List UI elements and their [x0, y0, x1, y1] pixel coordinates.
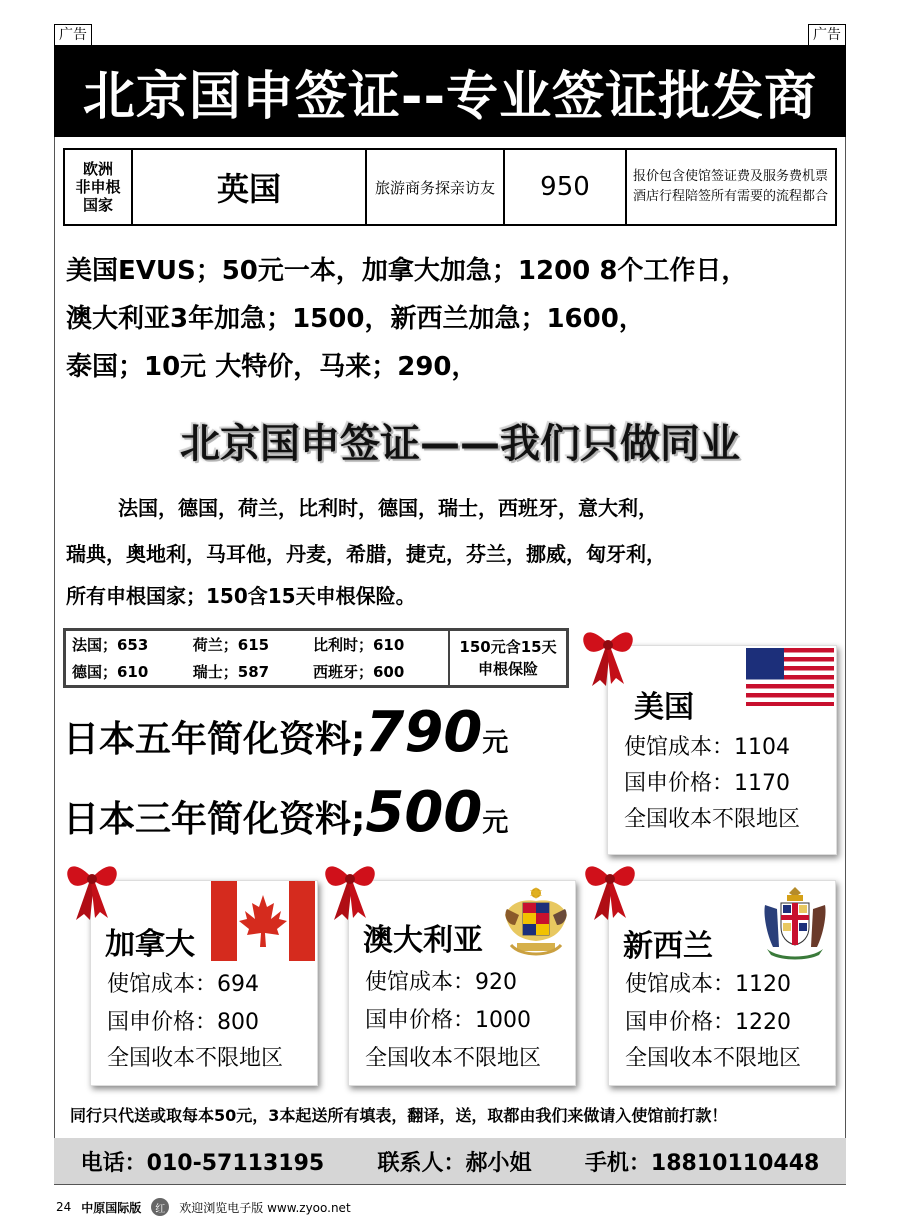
price-spain: 西班牙；600	[312, 663, 405, 681]
ad-label-left: 广告	[54, 24, 92, 46]
insurance-line1: 150元含15天	[459, 638, 557, 656]
card-canada-collect: 全国收本不限地区	[107, 1046, 284, 1071]
price-switzerland: 瑞士；587	[192, 663, 270, 681]
region-line2: 非申根	[75, 178, 121, 196]
card-usa-cost: 使馆成本：1104	[624, 735, 790, 760]
note-line1: 报价包含使馆签证费及服务费机票	[633, 169, 829, 184]
note-line2: 酒店行程陪签所有需要的流程都合	[633, 189, 829, 204]
price-germany: 德国；610	[72, 663, 149, 681]
note-cell	[626, 149, 836, 225]
card-usa-collect: 全国收本不限地区	[624, 807, 801, 832]
usa-flag-icon	[746, 648, 834, 706]
price-netherlands: 荷兰；615	[192, 636, 270, 654]
card-newzealand-cost: 使馆成本：1120	[625, 972, 791, 997]
japan-three-year-label: 日本三年简化资料;	[63, 799, 366, 840]
slogan: 北京国申签证——我们只做同业	[180, 421, 740, 467]
card-australia-collect: 全国收本不限地区	[365, 1046, 542, 1071]
card-usa	[607, 645, 837, 855]
card-newzealand	[608, 880, 836, 1086]
newzealand-coat-of-arms-icon	[759, 885, 831, 961]
region-cell	[64, 149, 132, 225]
schengen-line3: 所有申根国家；150含15天申根保险。	[66, 584, 416, 608]
contact-person: 联系人：郝小姐	[377, 1150, 532, 1176]
promo-line2: 澳大利亚3年加急；1500，新西兰加急；1600，	[66, 304, 645, 334]
service-notice: 同行只代送或取每本50元，3本起送所有填表，翻译，送，取都由我们来做请入使馆前打款！	[70, 1106, 728, 1125]
region-line1: 欧洲	[82, 160, 113, 178]
contact-bar	[54, 1138, 846, 1184]
japan-three-year	[63, 780, 508, 845]
japan-unit: 元	[482, 728, 509, 758]
schengen-line1: 法国，德国，荷兰，比利时，德国，瑞士，西班牙，意大利，	[118, 496, 658, 520]
page-title: 北京国申签证--专业签证批发商	[54, 45, 846, 137]
card-canada	[90, 880, 318, 1086]
welcome-text: 欢迎浏览电子版 www.zyoo.net	[179, 1200, 351, 1215]
price-france: 法国；653	[72, 636, 149, 654]
card-usa-price: 国申价格：1170	[624, 771, 790, 796]
publication-logo-icon: 红	[151, 1198, 169, 1216]
purpose-cell: 旅游商务探亲访友	[366, 149, 504, 225]
japan-unit: 元	[482, 808, 509, 838]
japan-five-year-label: 日本五年简化资料;	[63, 719, 366, 760]
region-line3: 国家	[82, 196, 113, 214]
card-newzealand-collect: 全国收本不限地区	[625, 1046, 802, 1071]
card-canada-name: 加拿大	[105, 927, 195, 962]
insurance-cell	[449, 630, 568, 687]
page-number: 24	[56, 1200, 72, 1214]
page-footer	[56, 1198, 351, 1216]
insurance-line2: 申根保险	[477, 660, 538, 678]
card-canada-cost: 使馆成本：694	[107, 972, 259, 997]
price-cell: 950	[504, 149, 626, 225]
card-australia	[348, 880, 576, 1086]
japan-five-year	[63, 700, 508, 765]
ribbon-bow-icon	[62, 856, 122, 922]
ribbon-bow-icon	[320, 856, 380, 922]
uk-price-table	[63, 148, 837, 226]
contact-mobile: 手机：18810110448	[584, 1150, 820, 1176]
ribbon-bow-icon	[580, 856, 640, 922]
contact-phone: 电话：010-57113195	[80, 1150, 325, 1176]
card-australia-cost: 使馆成本：920	[365, 970, 517, 995]
card-canada-price: 国申价格：800	[107, 1010, 259, 1035]
card-australia-name: 澳大利亚	[363, 923, 483, 958]
schengen-line2: 瑞典，奥地利，马耳他，丹麦，希腊，捷克，芬兰，挪威，匈牙利，	[66, 542, 666, 566]
card-newzealand-name: 新西兰	[623, 929, 713, 964]
promo-line3: 泰国；10元 大特价，马来；290，	[66, 352, 478, 382]
japan-three-year-price: 500	[365, 780, 483, 845]
canada-flag-icon	[211, 881, 315, 961]
card-newzealand-price: 国申价格：1220	[625, 1010, 791, 1035]
country-cell: 英国	[132, 149, 366, 225]
card-australia-price: 国申价格：1000	[365, 1008, 531, 1033]
schengen-price-table	[63, 628, 569, 688]
promo-line1: 美国EVUS；50元一本，加拿大加急；1200 8个工作日，	[66, 256, 748, 286]
price-belgium: 比利时；610	[312, 636, 405, 654]
japan-five-year-price: 790	[365, 700, 483, 765]
australia-coat-of-arms-icon	[501, 885, 571, 961]
ad-label-right: 广告	[808, 24, 846, 46]
card-usa-name: 美国	[634, 690, 694, 725]
ribbon-bow-icon	[578, 622, 638, 688]
edition-label: 中原国际版	[81, 1200, 142, 1215]
